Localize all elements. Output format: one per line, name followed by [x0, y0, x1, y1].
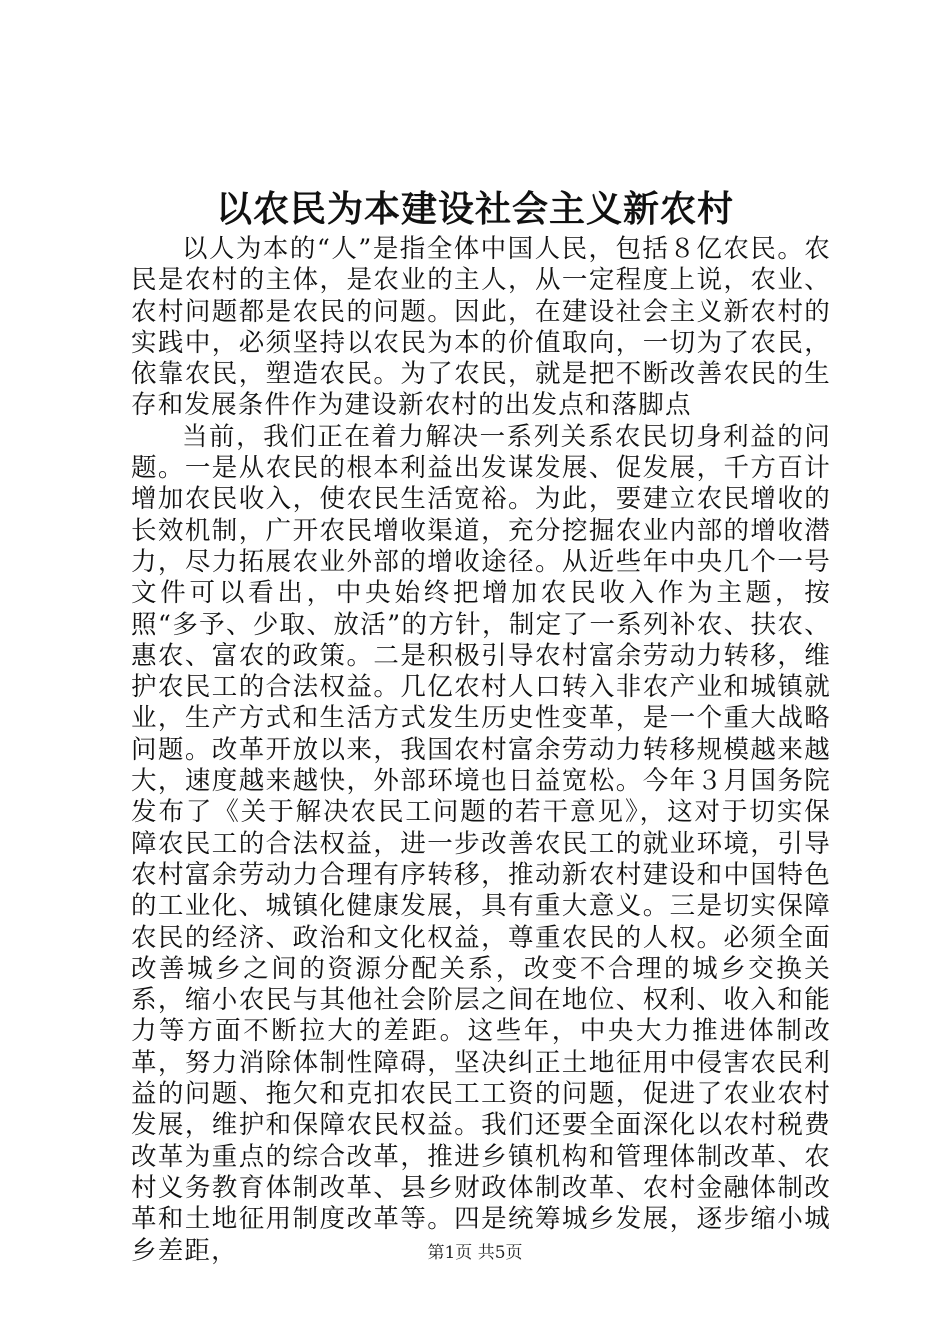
paragraph-1: 以人为本的“人”是指全体中国人民，包括８亿农民。农民是农村的主体，是农业的主人，从一定程度上说，农业、农村问题都是农民的问题。因此，在建设社会主义新农村的实践中，必须坚持以农民为本的价值取向，一切为了农民，依靠农民，塑造农民。为了农民，就是把不断改善农民的生存和发展条件作为建设新农村的出发点和落脚点 [131, 234, 831, 421]
page-footer [0, 1242, 950, 1264]
document-title: 以农民为本建设社会主义新农村 [215, 188, 734, 230]
page-number-label: 第1页 共5页 [427, 1243, 523, 1263]
document-body [131, 234, 831, 1267]
paragraph-2: 当前，我们正在着力解决一系列关系农民切身利益的问题。一是从农民的根本利益出发谋发展、促发展，千方百计增加农民收入，使农民生活宽裕。为此，要建立农民增收的长效机制，广开农民增收渠道，充分挖掘农业内部的增收潜力，尽力拓展农业外部的增收途径。从近些年中央几个一号文件可以看出，中央始终把增加农民收入作为主题，按照“多予、少取、放活”的方针，制定了一系列补农、扶农、惠农、富农的政策。二是积极引导农村富余劳动力转移，维护农民工的合法权益。几亿农村人口转入非农产业和城镇就业，生产方式和生活方式发生历史性变革，是一个重大战略问题。改革开放以来，我国农村富余劳动力转移规模越来越大，速度越来越快，外部环境也日益宽松。今年３月国务院发布了《关于解决农民工问题的若干意见》，这对于切实保障农民工的合法权益，进一步改善农民工的就业环境，引导农村富余劳动力合理有序转移，推动新农村建设和中国特色的工业化、城镇化健康发展，具有重大意义。三是切实保障农民的经济、政治和文化权益，尊重农民的人权。必须全面改善城乡之间的资源分配关系，改变不合理的城乡交换关系，缩小农民与其他社会阶层之间在地位、权利、收入和能力等方面不断拉大的差距。这些年，中央大力推进体制改革，努力消除体制性障碍，坚决纠正土地征用中侵害农民利益的问题、拖欠和克扣农民工工资的问题，促进了农业农村发展，维护和保障农民权益。我们还要全面深化以农村税费改革为重点的综合改革，推进乡镇机构和管理体制改革、农村义务教育体制改革、县乡财政体制改革、农村金融体制改革和土地征用制度改革等。四是统筹城乡发展，逐步缩小城乡差距， [131, 421, 831, 1266]
